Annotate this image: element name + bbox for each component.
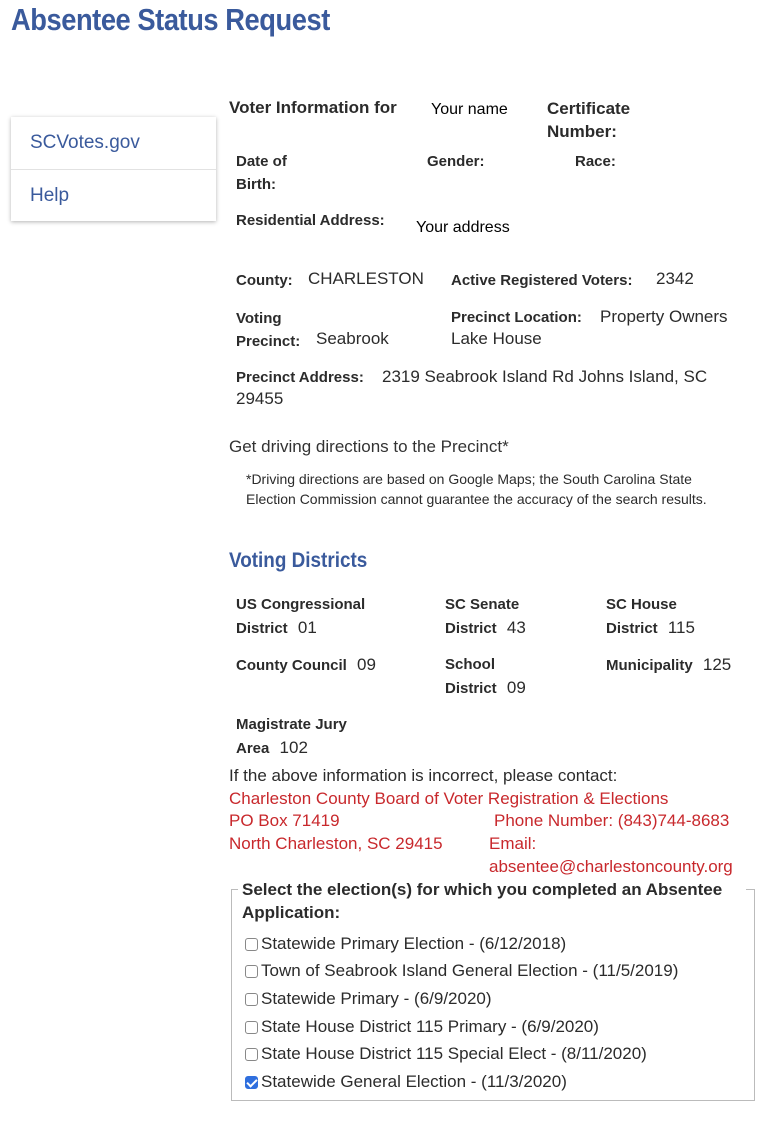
district-value: 09: [506, 678, 526, 697]
election-option[interactable]: [245, 1043, 647, 1065]
election-label: State House District 115 Primary - (6/9/2020): [261, 1017, 599, 1036]
voter-name: Your name: [431, 101, 508, 118]
district-county-council: [236, 653, 376, 677]
district-value: 01: [297, 618, 317, 637]
district-sc-senate: [445, 593, 526, 640]
side-nav: [11, 117, 216, 221]
precinct-label: [236, 307, 300, 353]
contact-org: Charleston County Board of Voter Registration & Elections: [229, 789, 669, 808]
district-value: 125: [702, 655, 732, 674]
district-value: 43: [506, 618, 526, 637]
district-label: Magistrate Jury: [236, 716, 347, 733]
district-label: District: [445, 680, 497, 697]
district-municipality: [606, 653, 731, 677]
driving-directions-link[interactable]: Get driving directions to the Precinct*: [229, 437, 509, 456]
district-label: District: [606, 620, 658, 637]
district-us-congressional: [236, 593, 365, 640]
checkbox[interactable]: [245, 1021, 258, 1034]
election-option[interactable]: [245, 933, 566, 955]
gender-label: Gender:: [427, 153, 485, 170]
voter-info-label: Voter Information for: [229, 98, 397, 117]
district-label: County Council: [236, 657, 347, 674]
district-value: 09: [357, 655, 376, 674]
dob-label: Date of Birth:: [236, 153, 287, 193]
checkbox[interactable]: [245, 1048, 258, 1061]
district-magistrate-jury: [236, 713, 347, 760]
voting-districts-heading: Voting Districts: [229, 549, 368, 572]
contact-city: North Charleston, SC 29415: [229, 834, 443, 853]
location-label: Precinct Location:: [451, 309, 582, 326]
precinct-address-line1: 2319 Seabrook Island Rd Johns Island, SC: [382, 367, 708, 386]
sidebar-item-scvotes[interactable]: SCVotes.gov: [30, 132, 140, 153]
contact-phone: Phone Number: (843)744-8683: [494, 811, 730, 830]
address-label: Residential Address:: [236, 212, 385, 229]
active-voters-label: Active Registered Voters:: [451, 272, 633, 289]
certificate-label: Certificate Number:: [547, 99, 631, 141]
checkbox-checked[interactable]: [245, 1076, 258, 1089]
election-option[interactable]: [245, 1016, 599, 1038]
contact-email[interactable]: absentee@charlestoncounty.org: [489, 857, 733, 876]
directions-disclaimer: *Driving directions are based on Google Maps; the South Carolina State Election Commission cannot guarantee the accuracy of the search results.: [246, 471, 707, 507]
checkbox[interactable]: [245, 993, 258, 1006]
precinct-label-line1: Voting: [236, 310, 282, 327]
election-label: State House District 115 Special Elect - (8/11/2020): [261, 1044, 647, 1063]
district-value: 115: [667, 618, 695, 637]
election-option[interactable]: [245, 988, 492, 1010]
county-label: County:: [236, 272, 293, 289]
checkbox[interactable]: [245, 965, 258, 978]
district-label: SC Senate: [445, 596, 520, 613]
district-label: School: [445, 656, 496, 673]
district-label: SC House: [606, 596, 677, 613]
checkbox[interactable]: [245, 938, 258, 951]
election-option[interactable]: [245, 1071, 567, 1093]
location-value-line2: Lake House: [451, 329, 542, 348]
precinct-address-line2: 29455: [236, 389, 284, 408]
election-label: Statewide Primary - (6/9/2020): [261, 989, 492, 1008]
precinct-address-label: Precinct Address:: [236, 369, 364, 386]
page-title: Absentee Status Request: [11, 2, 330, 37]
district-label: Area: [236, 740, 270, 757]
district-sc-house: [606, 593, 695, 640]
district-value: 102: [279, 738, 308, 757]
residential-address: Your address: [416, 219, 510, 236]
active-voters-value: 2342: [656, 269, 694, 288]
contact-intro: If the above information is incorrect, please contact:: [229, 766, 618, 785]
sidebar-item-help[interactable]: Help: [11, 169, 216, 222]
district-label: Municipality: [606, 657, 693, 674]
election-label: Town of Seabrook Island General Election - (11/5/2019): [261, 961, 679, 980]
contact-email-label: Email:: [489, 834, 537, 853]
precinct-value: Seabrook: [316, 329, 389, 348]
district-label: US Congressional: [236, 596, 366, 613]
elections-legend: Select the election(s) for which you completed an Absentee Application:: [238, 878, 746, 924]
precinct-label-line2: Precinct:: [236, 333, 301, 350]
race-label: Race:: [575, 153, 616, 170]
district-label: District: [445, 620, 497, 637]
location-value-line1: Property Owners: [600, 307, 728, 326]
election-label: Statewide General Election - (11/3/2020): [261, 1072, 567, 1091]
district-label: District: [236, 620, 288, 637]
contact-po-box: PO Box 71419: [229, 811, 340, 830]
district-school: [445, 653, 526, 700]
county-value: CHARLESTON: [308, 269, 424, 288]
election-label: Statewide Primary Election - (6/12/2018): [261, 934, 567, 953]
election-option[interactable]: [245, 960, 678, 982]
